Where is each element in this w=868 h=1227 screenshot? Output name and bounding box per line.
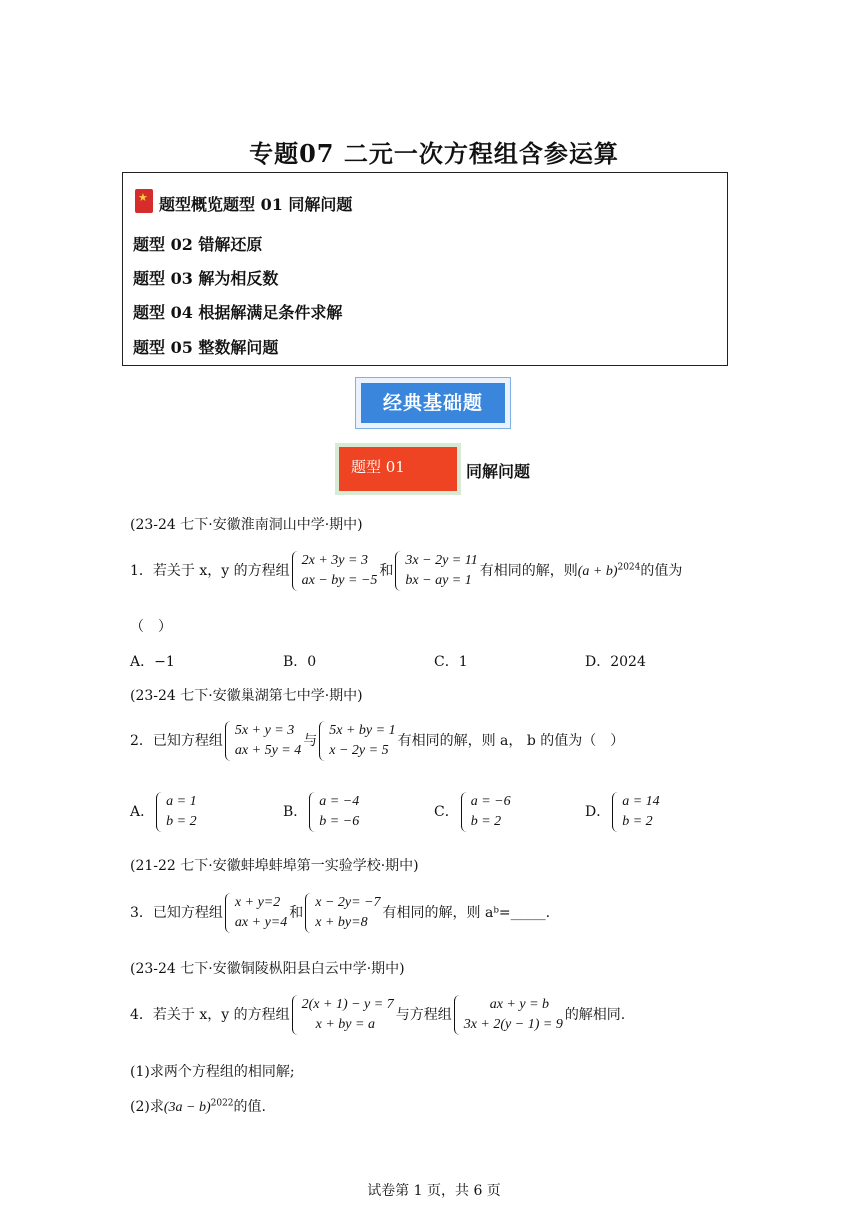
q3-source: (21-22 七下·安徽蚌埠蚌埠第一实验学校·期中) xyxy=(130,858,419,874)
q1-option-d: D．2024 xyxy=(585,654,646,670)
page-footer: 试卷第 1 页，共 6 页 xyxy=(367,1183,501,1199)
q1-system-b: 3x − 2y = 11 bx − ay = 1 xyxy=(395,551,477,591)
q2-system-a: 5x + y = 3 ax + 5y = 4 xyxy=(225,721,301,761)
q2-source: (23-24 七下·安徽巢湖第七中学·期中) xyxy=(130,688,363,704)
q2-option-d: D． a = 14 b = 2 xyxy=(585,792,662,832)
toc-line-1: 题型概览题型 01 同解问题 xyxy=(159,195,353,214)
q1-option-b: B．0 xyxy=(283,654,317,670)
q1-source: (23-24 七下·安徽淮南洞山中学·期中) xyxy=(130,517,363,533)
q1-option-a: A．−1 xyxy=(130,654,175,670)
q3-stem: 3．已知方程组 x + y=2 ax + y=4 和 x − 2y= −7 x + by=8 有相同的解，则 aᵇ=_____. xyxy=(130,893,550,933)
q1-expression: (a + b) xyxy=(577,564,618,579)
q4-stem: 4．若关于 x，y 的方程组 2(x + 1) − y = 7 x + by = a 与方程组 ax + y = b 3x + 2(y − 1) = 9 的解相同. xyxy=(130,995,625,1035)
q4-system-b: ax + y = b 3x + 2(y − 1) = 9 xyxy=(454,995,563,1035)
q1-answer-paren: （ ） xyxy=(130,619,172,635)
page-title: 专题07 二元一次方程组含参运算 xyxy=(249,139,619,168)
toc-line-3: 题型 03 解为相反数 xyxy=(133,269,279,288)
toc-line-2: 题型 02 错解还原 xyxy=(133,235,263,254)
q2-option-b: B． a = −4 b = −6 xyxy=(283,792,361,832)
book-icon xyxy=(135,189,153,213)
topic-tag-label: 题型 01 xyxy=(339,447,457,491)
q4-sub2: (2)求$(3a - b)^{2022}$的值. xyxy=(130,1098,266,1115)
q2-option-c: C． a = −6 b = 2 xyxy=(434,792,513,832)
topic-overview-box xyxy=(122,172,728,366)
classic-basics-banner xyxy=(355,377,511,429)
topic-tag xyxy=(335,443,461,495)
q3-system-a: x + y=2 ax + y=4 xyxy=(225,893,287,933)
q1-option-c: C．1 xyxy=(434,654,468,670)
q2-option-a: A． a = 1 b = 2 xyxy=(130,792,199,832)
q1-stem: 1．若关于 x，y 的方程组 2x + 3y = 3 ax − by = −5 和 3x − 2y = 11 bx − ay = 1 有相同的解，则$(a + b)^{2024}$的值为 xyxy=(130,551,682,591)
q2-stem: 2．已知方程组 5x + y = 3 ax + 5y = 4 与 5x + by = 1 x − 2y = 5 有相同的解，则 a， b 的值为（ ） xyxy=(130,721,624,761)
q4-sub1: (1)求两个方程组的相同解; xyxy=(130,1064,295,1080)
q4-source: (23-24 七下·安徽铜陵枞阳县白云中学·期中) xyxy=(130,961,405,977)
toc-line-5: 题型 05 整数解问题 xyxy=(133,338,279,357)
q2-system-b: 5x + by = 1 x − 2y = 5 xyxy=(319,721,395,761)
q1-pre: 1．若关于 x，y 的方程组 xyxy=(130,563,290,579)
toc-line-4: 题型 04 根据解满足条件求解 xyxy=(133,303,343,322)
q3-system-b: x − 2y= −7 x + by=8 xyxy=(305,893,380,933)
topic-name: 同解问题 xyxy=(466,462,531,481)
q3-answer-blank: _____. xyxy=(510,905,551,921)
classic-basics-label: 经典基础题 xyxy=(361,383,505,423)
q1-system-a: 2x + 3y = 3 ax − by = −5 xyxy=(292,551,378,591)
q4-system-a: 2(x + 1) − y = 7 x + by = a xyxy=(292,995,394,1035)
